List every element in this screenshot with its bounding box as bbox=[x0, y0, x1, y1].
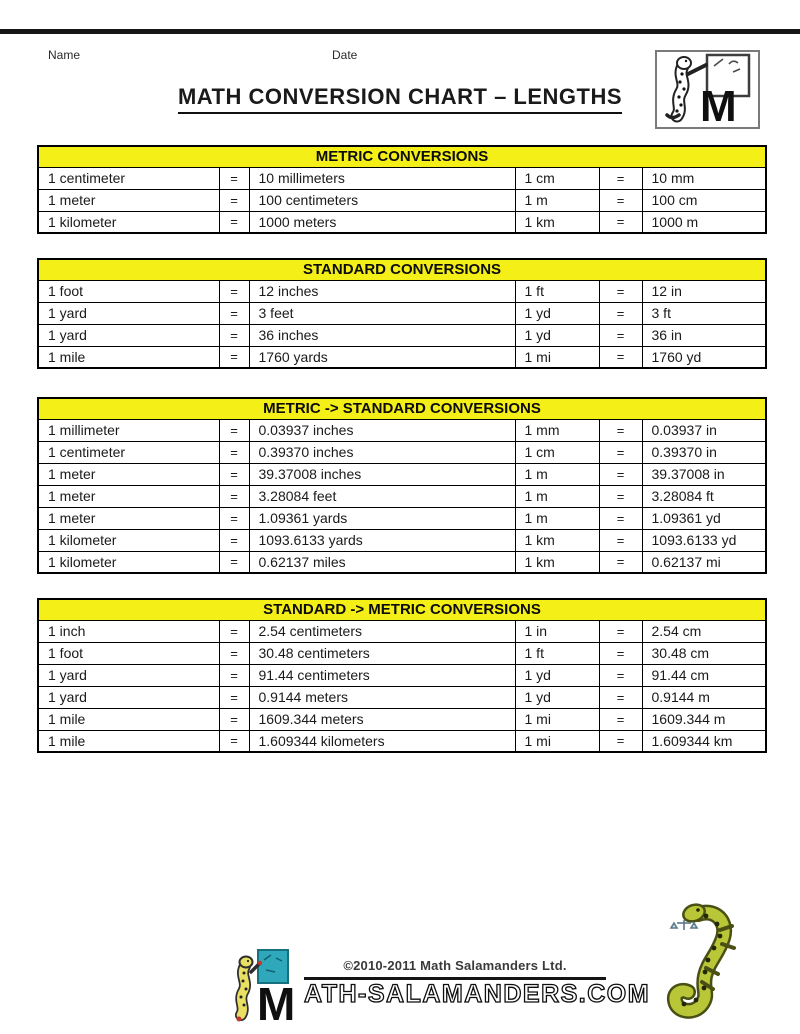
section-header: STANDARD CONVERSIONS bbox=[38, 259, 766, 280]
table-cell: = bbox=[599, 280, 642, 302]
table-cell: 1 km bbox=[515, 211, 599, 233]
table-cell: = bbox=[219, 302, 249, 324]
table-row bbox=[38, 211, 766, 233]
table-cell: 1000 m bbox=[642, 211, 766, 233]
table-cell: 1 km bbox=[515, 529, 599, 551]
table-cell: 1 yard bbox=[38, 324, 219, 346]
table-cell: 1 m bbox=[515, 189, 599, 211]
table-cell: 3 feet bbox=[249, 302, 515, 324]
table-cell: 30.48 centimeters bbox=[249, 642, 515, 664]
table-cell: = bbox=[599, 686, 642, 708]
table-cell: 1 centimeter bbox=[38, 167, 219, 189]
table-cell: 3 ft bbox=[642, 302, 766, 324]
table-row bbox=[38, 708, 766, 730]
table-cell: 1.09361 yards bbox=[249, 507, 515, 529]
table-cell: 39.37008 in bbox=[642, 463, 766, 485]
table-cell: 3.28084 feet bbox=[249, 485, 515, 507]
table-cell: = bbox=[599, 441, 642, 463]
standard-to-metric-conversions-table bbox=[37, 598, 767, 753]
table-cell: 10 mm bbox=[642, 167, 766, 189]
table-cell: = bbox=[219, 167, 249, 189]
table-cell: 1 m bbox=[515, 507, 599, 529]
table-cell: = bbox=[599, 664, 642, 686]
table-cell: 1 inch bbox=[38, 620, 219, 642]
table-cell: 1 ft bbox=[515, 642, 599, 664]
table-cell: = bbox=[599, 211, 642, 233]
table-cell: = bbox=[599, 642, 642, 664]
table-cell: 1 m bbox=[515, 485, 599, 507]
table-cell: 2.54 centimeters bbox=[249, 620, 515, 642]
metric-conversions-table bbox=[37, 145, 767, 234]
table-cell: 1 ft bbox=[515, 280, 599, 302]
table-cell: 1 mile bbox=[38, 346, 219, 368]
table-cell: = bbox=[219, 642, 249, 664]
table-cell: 0.62137 miles bbox=[249, 551, 515, 573]
table-cell: 1 mile bbox=[38, 730, 219, 752]
table-row bbox=[38, 189, 766, 211]
section-header-row bbox=[38, 599, 766, 620]
table-row bbox=[38, 441, 766, 463]
table-cell: 1.09361 yd bbox=[642, 507, 766, 529]
table-cell: 0.62137 mi bbox=[642, 551, 766, 573]
table-cell: 36 inches bbox=[249, 324, 515, 346]
table-cell: = bbox=[219, 419, 249, 441]
table-cell: 0.9144 m bbox=[642, 686, 766, 708]
table-cell: 91.44 centimeters bbox=[249, 664, 515, 686]
table-cell: 1 yd bbox=[515, 324, 599, 346]
section-header-row bbox=[38, 259, 766, 280]
table-cell: 1 yard bbox=[38, 664, 219, 686]
table-row bbox=[38, 280, 766, 302]
table-cell: 2.54 cm bbox=[642, 620, 766, 642]
table-cell: 12 in bbox=[642, 280, 766, 302]
table-cell: 1 yd bbox=[515, 686, 599, 708]
table-cell: = bbox=[599, 620, 642, 642]
table-cell: 1 yard bbox=[38, 686, 219, 708]
section-header-row bbox=[38, 146, 766, 167]
salamander-illustration bbox=[662, 896, 750, 1020]
table-cell: 1609.344 meters bbox=[249, 708, 515, 730]
table-cell: = bbox=[599, 324, 642, 346]
table-cell: = bbox=[599, 167, 642, 189]
table-cell: 1 kilometer bbox=[38, 529, 219, 551]
table-cell: 1.609344 kilometers bbox=[249, 730, 515, 752]
table-cell: 1760 yards bbox=[249, 346, 515, 368]
table-cell: 1093.6133 yd bbox=[642, 529, 766, 551]
table-row bbox=[38, 664, 766, 686]
footer-text-block bbox=[304, 946, 651, 1009]
table-cell: = bbox=[599, 551, 642, 573]
table-cell: = bbox=[599, 463, 642, 485]
table-cell: 1 yd bbox=[515, 664, 599, 686]
table-cell: = bbox=[219, 551, 249, 573]
table-cell: = bbox=[219, 441, 249, 463]
table-cell: = bbox=[219, 529, 249, 551]
table-cell: 10 millimeters bbox=[249, 167, 515, 189]
table-cell: 1 meter bbox=[38, 507, 219, 529]
table-cell: 1 millimeter bbox=[38, 419, 219, 441]
table-cell: 12 inches bbox=[249, 280, 515, 302]
table-cell: 1 mi bbox=[515, 708, 599, 730]
table-cell: 1093.6133 yards bbox=[249, 529, 515, 551]
table-row bbox=[38, 507, 766, 529]
table-cell: = bbox=[219, 708, 249, 730]
table-cell: 0.39370 in bbox=[642, 441, 766, 463]
table-cell: 1 mi bbox=[515, 730, 599, 752]
table-row bbox=[38, 485, 766, 507]
table-cell: 1000 meters bbox=[249, 211, 515, 233]
table-row bbox=[38, 686, 766, 708]
table-cell: = bbox=[219, 507, 249, 529]
table-cell: 0.03937 inches bbox=[249, 419, 515, 441]
table-cell: = bbox=[219, 280, 249, 302]
table-cell: 1 km bbox=[515, 551, 599, 573]
table-cell: 1 mile bbox=[38, 708, 219, 730]
table-cell: 100 cm bbox=[642, 189, 766, 211]
table-cell: 1 yard bbox=[38, 302, 219, 324]
footer-branding bbox=[230, 946, 651, 1024]
table-cell: = bbox=[599, 189, 642, 211]
table-row bbox=[38, 551, 766, 573]
table-cell: 30.48 cm bbox=[642, 642, 766, 664]
footer-salamander-logo-icon bbox=[230, 946, 304, 1024]
standard-conversions-table bbox=[37, 258, 767, 369]
page-title: MATH CONVERSION CHART – LENGTHS bbox=[0, 84, 800, 114]
table-cell: = bbox=[599, 730, 642, 752]
svg-text:M: M bbox=[257, 978, 296, 1024]
metric-to-standard-conversions-table bbox=[37, 397, 767, 574]
table-cell: = bbox=[219, 664, 249, 686]
table-cell: = bbox=[219, 730, 249, 752]
table-row bbox=[38, 730, 766, 752]
table-row bbox=[38, 302, 766, 324]
table-cell: = bbox=[219, 211, 249, 233]
table-cell: 1 kilometer bbox=[38, 211, 219, 233]
table-cell: 3.28084 ft bbox=[642, 485, 766, 507]
table-cell: 1 foot bbox=[38, 280, 219, 302]
table-cell: 39.37008 inches bbox=[249, 463, 515, 485]
table-cell: 1 cm bbox=[515, 167, 599, 189]
table-row bbox=[38, 167, 766, 189]
table-cell: 1 foot bbox=[38, 642, 219, 664]
table-row bbox=[38, 642, 766, 664]
table-cell: = bbox=[219, 346, 249, 368]
table-cell: 0.39370 inches bbox=[249, 441, 515, 463]
name-field-label: Name bbox=[48, 48, 81, 62]
table-cell: 1609.344 m bbox=[642, 708, 766, 730]
table-cell: 1.609344 km bbox=[642, 730, 766, 752]
table-cell: 1 cm bbox=[515, 441, 599, 463]
table-row bbox=[38, 529, 766, 551]
table-cell: = bbox=[599, 529, 642, 551]
table-cell: 1 centimeter bbox=[38, 441, 219, 463]
section-header: STANDARD -> METRIC CONVERSIONS bbox=[38, 599, 766, 620]
site-name-text: ATH-SALAMANDERS.COM bbox=[304, 980, 651, 1008]
table-cell: 1 m bbox=[515, 463, 599, 485]
table-cell: = bbox=[599, 708, 642, 730]
table-cell: 1 kilometer bbox=[38, 551, 219, 573]
table-cell: 1 meter bbox=[38, 463, 219, 485]
table-row bbox=[38, 463, 766, 485]
table-cell: = bbox=[219, 324, 249, 346]
table-row bbox=[38, 620, 766, 642]
table-cell: = bbox=[599, 485, 642, 507]
table-row bbox=[38, 324, 766, 346]
table-cell: = bbox=[219, 463, 249, 485]
copyright-text: ©2010-2011 Math Salamanders Ltd. bbox=[343, 958, 567, 973]
table-cell: 1 in bbox=[515, 620, 599, 642]
svg-text:M: M bbox=[700, 82, 737, 127]
table-cell: = bbox=[219, 189, 249, 211]
table-row bbox=[38, 346, 766, 368]
section-header: METRIC -> STANDARD CONVERSIONS bbox=[38, 398, 766, 419]
table-cell: = bbox=[219, 686, 249, 708]
table-cell: 0.9144 meters bbox=[249, 686, 515, 708]
table-cell: 0.03937 in bbox=[642, 419, 766, 441]
table-cell: 1 yd bbox=[515, 302, 599, 324]
table-cell: = bbox=[599, 507, 642, 529]
table-cell: = bbox=[599, 302, 642, 324]
section-header: METRIC CONVERSIONS bbox=[38, 146, 766, 167]
top-divider-rule bbox=[0, 29, 800, 34]
table-cell: 1 meter bbox=[38, 485, 219, 507]
table-cell: = bbox=[219, 485, 249, 507]
table-cell: 91.44 cm bbox=[642, 664, 766, 686]
date-field-label: Date bbox=[332, 48, 358, 62]
table-row bbox=[38, 419, 766, 441]
table-cell: 1 meter bbox=[38, 189, 219, 211]
table-cell: = bbox=[599, 346, 642, 368]
table-cell: = bbox=[599, 419, 642, 441]
table-cell: 1 mi bbox=[515, 346, 599, 368]
table-cell: 100 centimeters bbox=[249, 189, 515, 211]
section-header-row bbox=[38, 398, 766, 419]
table-cell: 1760 yd bbox=[642, 346, 766, 368]
table-cell: = bbox=[219, 620, 249, 642]
table-cell: 1 mm bbox=[515, 419, 599, 441]
table-cell: 36 in bbox=[642, 324, 766, 346]
